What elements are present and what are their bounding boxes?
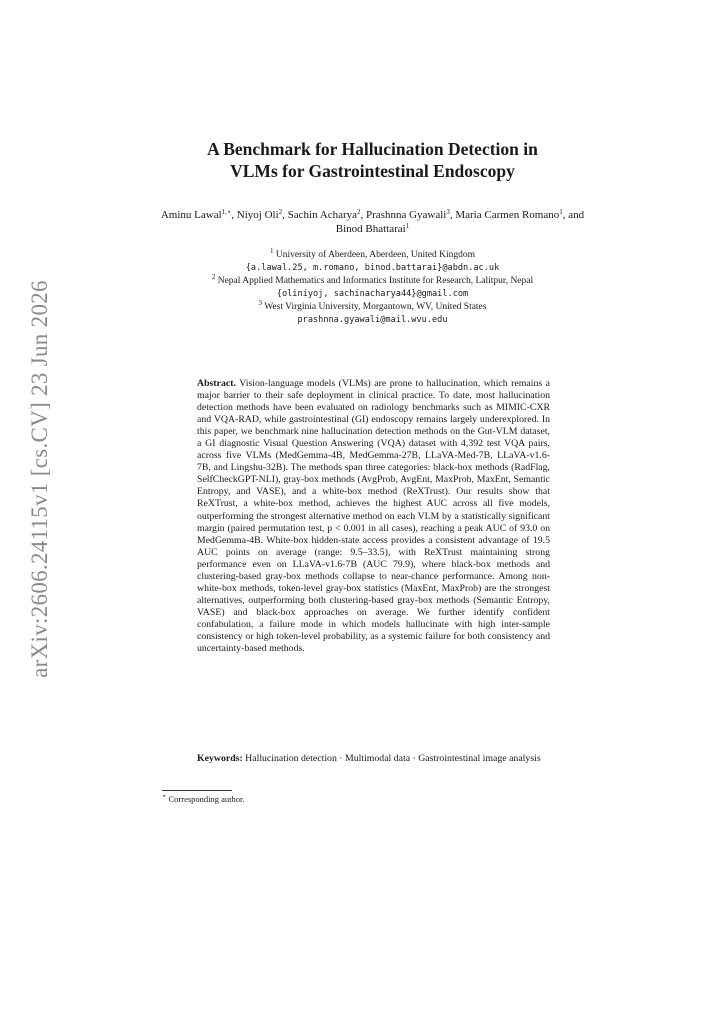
abstract bbox=[197, 378, 550, 655]
title-line-1: A Benchmark for Hallucination Detection in bbox=[207, 139, 538, 159]
footnote-divider bbox=[162, 790, 232, 791]
paper-title bbox=[120, 138, 625, 182]
author-list bbox=[160, 208, 585, 236]
footnote-text: Corresponding author. bbox=[168, 794, 245, 804]
affiliation-1: $^1$ University of Aberdeen, Aberdeen, United Kingdom bbox=[269, 247, 476, 260]
author: Aminu Lawal$^{1,⋆}$, bbox=[160, 208, 237, 221]
author: Sachin Acharya$^2$, bbox=[287, 208, 367, 221]
author: Binod Bhattarai$^1$ bbox=[335, 222, 410, 235]
affiliation-3-email: prashnna.gyawali@mail.wvu.edu bbox=[297, 315, 448, 325]
title-line-2: VLMs for Gastrointestinal Endoscopy bbox=[230, 161, 515, 181]
author: Niyoj Oli$^2$, bbox=[236, 208, 288, 221]
author: Prashnna Gyawali$^3$, bbox=[366, 208, 456, 221]
affiliation-3: $^3$ West Virginia University, Morgantown, WV, United States bbox=[258, 299, 487, 312]
affiliation-2: $^2$ Nepal Applied Mathematics and Informatics Institute for Research, Lalitpur, Nepal bbox=[211, 273, 534, 286]
footnote-mark: ⋆ bbox=[162, 792, 167, 800]
keywords-label: Keywords: bbox=[197, 753, 243, 764]
footnote bbox=[162, 794, 245, 805]
arxiv-identifier: arXiv:2606.24115v1 [cs.CV] 23 Jun 2026 bbox=[27, 280, 52, 678]
affiliations bbox=[130, 249, 615, 327]
affiliation-2-email: {oliniyoj, sachinacharya44}@gmail.com bbox=[276, 289, 469, 299]
abstract-label: Abstract. bbox=[197, 378, 236, 389]
arxiv-side-stamp bbox=[15, 280, 65, 678]
keywords bbox=[197, 753, 550, 765]
affiliation-1-email: {a.lawal.25, m.romano, binod.battarai}@abdn.ac.uk bbox=[245, 263, 500, 273]
author: Maria Carmen Romano$^1$, and bbox=[455, 208, 585, 221]
abstract-text: Vision-language models (VLMs) are prone to hallucination, which remains a major barrier to their safe deployment in clinical practice. To date, most hallucination detection methods have been evaluated on radiology benchmarks such as MIMIC-CXR and VQA-RAD, while gastrointestinal (GI) endoscopy remains largely underexplored. In this paper, we benchmark nine hallucination detection methods on the Gut-VLM dataset, a GI diagnostic Visual Question Answering (VQA) dataset with 4,392 test VQA pairs, across five VLMs (MedGemma-4B, MedGemma-27B, LLaVA-Med-7B, LLaVA-v1.6-7B, and Lingshu-32B). The methods span three categories: black-box methods (RadFlag, SelfCheckGPT-NLI), gray-box methods (AvgProb, AvgEnt, MaxProb, MaxEnt, Semantic Entropy, and VASE), and a white-box method (ReXTrust). Our results show that ReXTrust, a white-box method, achieves the highest AUC across all five models, outperforming the strongest alternative method on each VLM by a statistically significant margin (paired permutation test, p < 0.001 in all cases), reaching a peak AUC of 93.0 on MedGemma-4B. White-box hidden-state access provides a consistent advantage of 19.5 AUC points on average (range: 9.5–33.5), with ReXTrust maintaining strong performance even on LLaVA-v1.6-7B (AUC 79.9), where black-box methods and clustering-based gray-box methods collapse to near-chance performance. Among non-white-box methods, token-level gray-box statistics (MaxEnt, MaxProb) are the strongest alternatives, outperforming both clustering-based gray-box methods (Semantic Entropy, VASE) and black-box approaches on average. We further identify confident confabulation, a failure mode in which models hallucinate with high inter-sample consistency or high token-level probability, as a systemic failure for both consistency and uncertainty-based methods. bbox=[197, 378, 550, 655]
keywords-text: Hallucination detection · Multimodal data · Gastrointestinal image analysis bbox=[245, 753, 541, 764]
